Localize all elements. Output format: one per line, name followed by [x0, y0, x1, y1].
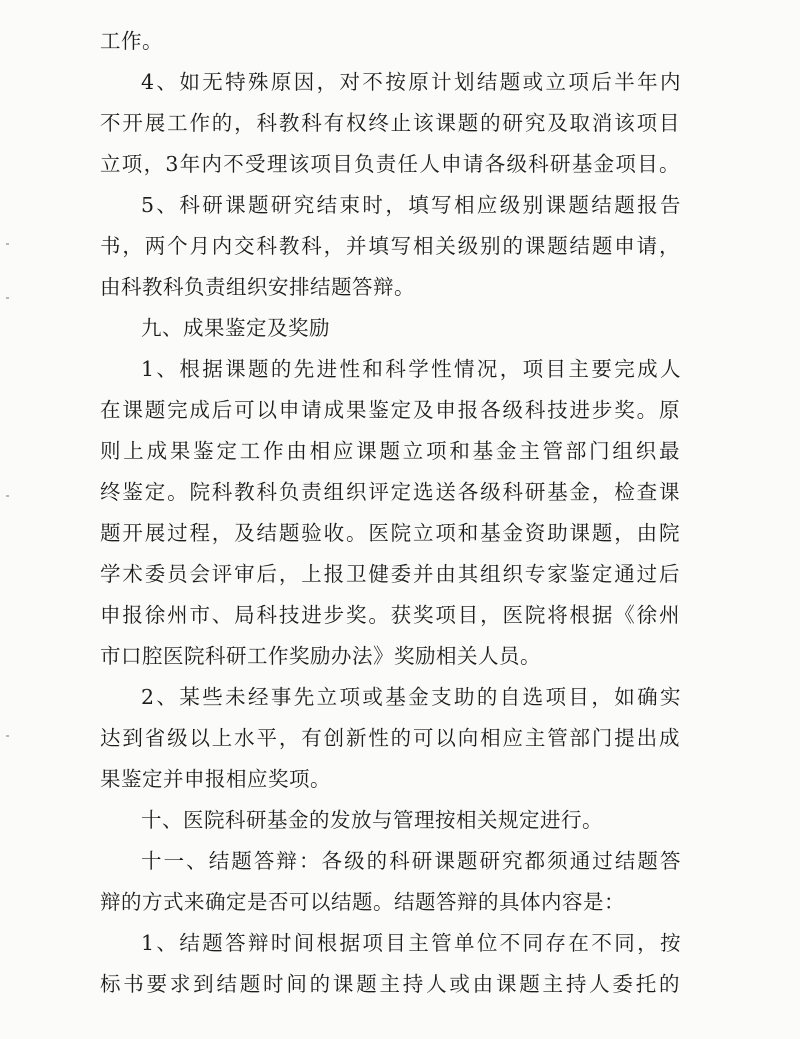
- text-line-6: 书，两个月内交科教科，并填写相关级别的课题结题申请，: [100, 234, 680, 258]
- text-line-2: 4、如无特殊原因，对不按原计划结题或立项后半年内: [141, 70, 681, 94]
- text-line-1: 工作。: [100, 29, 163, 53]
- text-line-23: 1、结题答辩时间根据项目主管单位不同存在不同，按: [141, 931, 681, 955]
- text-line-13: 题开展过程，及结题验收。医院立项和基金资助课题，由院: [100, 521, 680, 545]
- section-heading-9: 九、成果鉴定及奖励: [141, 316, 330, 340]
- section-heading-10: 十、医院科研基金的发放与管理按相关规定进行。: [141, 808, 603, 832]
- text-line-16: 市口腔医院科研工作奖励办法》奖励相关人员。: [100, 644, 541, 668]
- text-line-12: 终鉴定。院科教科负责组织评定选送各级科研基金，检查课: [100, 480, 680, 504]
- text-line-18: 达到省级以上水平，有创新性的可以向相应主管部门提出成: [100, 726, 680, 750]
- text-line-11: 则上成果鉴定工作由相应课题立项和基金主管部门组织最: [100, 439, 680, 463]
- scan-mark: [6, 297, 9, 299]
- text-line-9: 1、根据课题的先进性和科学性情况，项目主要完成人: [141, 357, 681, 381]
- text-line-7: 由科教科负责组织安排结题答辩。: [100, 275, 415, 299]
- scan-mark: [6, 735, 9, 737]
- text-line-19: 果鉴定并申报相应奖项。: [100, 767, 331, 791]
- text-line-5: 5、科研课题研究结束时，填写相应级别课题结题报告: [141, 193, 681, 217]
- text-line-22: 辩的方式来确定是否可以结题。结题答辩的具体内容是：: [100, 890, 625, 914]
- text-line-10: 在课题完成后可以申请成果鉴定及申报各级科技进步奖。原: [100, 398, 680, 422]
- text-line-14: 学术委员会评审后，上报卫健委并由其组织专家鉴定通过后: [100, 562, 680, 586]
- text-line-15: 申报徐州市、局科技进步奖。获奖项目，医院将根据《徐州: [100, 603, 680, 627]
- scan-mark: [6, 243, 9, 245]
- text-line-24: 标书要求到结题时间的课题主持人或由课题主持人委托的: [100, 972, 680, 996]
- section-heading-11: 十一、结题答辩：各级的科研课题研究都须通过结题答: [141, 849, 681, 873]
- text-line-17: 2、某些未经事先立项或基金支助的自选项目，如确实: [141, 685, 681, 709]
- scan-mark: [6, 495, 9, 497]
- text-line-4: 立项，3年内不受理该项目负责任人申请各级科研基金项目。: [100, 152, 680, 176]
- text-line-3: 不开展工作的，科教科有权终止该课题的研究及取消该项目: [100, 111, 680, 135]
